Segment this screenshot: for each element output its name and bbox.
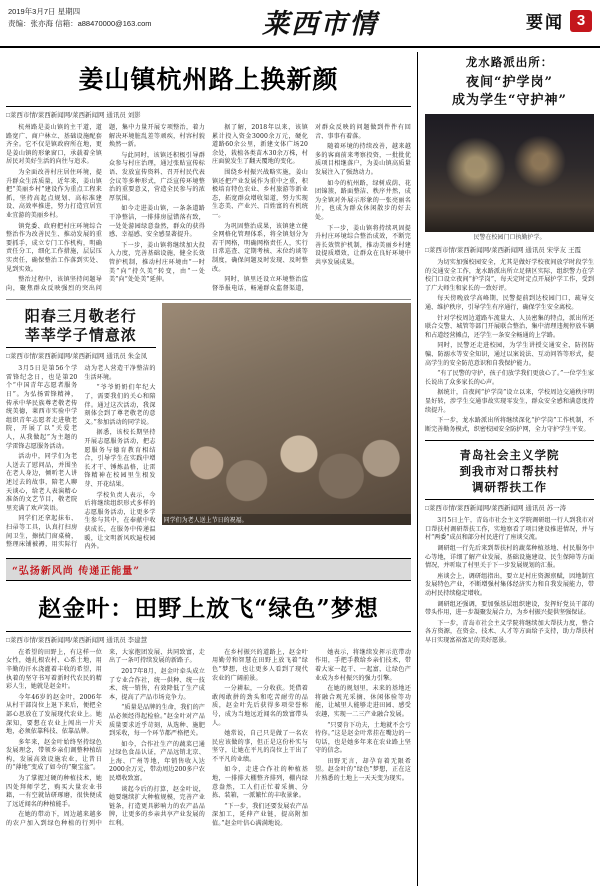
paragraph: 3月5日上午，青岛市社会主义学院调研组一行人到我市对口帮扶村调研帮扶工作，实地察看了项目建设推进情况，并与村“两委”成员和部分村民进行了座谈交流。 — [425, 517, 594, 542]
paragraph: 3月5日是第56个学雷锋纪念日，也是第20个“中国青年志愿者服务日”。为弘扬雷锋精神，传承中华民族尊老敬老传统美德，莱西市实验中学组织青年志愿者走进敬老院，开展了以“关爱老人，从我做起”为主题的学雷锋志愿服务活动。 — [6, 365, 78, 450]
paragraph: 如今，走进合作社的种植基地，一排排大棚整齐排列，棚内绿意盎然，工人们正忙着采摘、分拣、装箱，一派繁忙的丰收景象。 — [212, 766, 308, 800]
paragraph: 谈起今后的打算，赵金叶说，她要继续扩大种植规模，完善产业链条，打造更具影响力的农产品品牌，让更多的乡亲共享产业发展的红利。 — [109, 785, 205, 828]
page-number: 3 — [570, 10, 592, 32]
section-label: 要闻 — [526, 13, 564, 33]
side-top-headline-line2: 夜间“护学岗” — [466, 75, 553, 90]
side-story-top — [425, 54, 594, 434]
paragraph: “有了民警的守护，孩子们放学我们更放心了。”一位学生家长说出了众多家长的心声。 — [425, 370, 594, 386]
paragraph: 与此同时，该镇还积极引导群众参与村庄治理，通过张贴宣传标语、发放宣传资料、召开村民代表会议等多种形式，广泛宣传环境整治的重要意义，营造全民参与的浓厚氛围。 — [109, 151, 205, 202]
main-column — [6, 52, 418, 886]
side-bottom-byline: □莱西市情/莱西新闻网/莱西新闻网 通讯员 苏一涛 — [425, 505, 567, 513]
paragraph: 调研组一行先后来到帮扶村的蔬菜种植基地、村民服务中心等地，详细了解产业发展、基础设施建设、民生保障等方面情况，并听取了村里关于下一步发展规划的汇报。 — [425, 545, 594, 570]
story-two-headline-line2: 莘莘学子情意浓 — [24, 326, 137, 345]
lead-headline: 姜山镇杭州路上换新颜 — [78, 65, 339, 94]
side-top-body — [425, 259, 594, 434]
paragraph: 随着环境的持续改善，越来越多的客商前来考察投资，一批批优质项目相继落户，为姜山镇高质量发展注入了强劲动力。 — [315, 143, 411, 176]
side-bottom-headline-line3: 调研帮扶工作 — [472, 480, 547, 495]
paragraph: 在乡村振兴的道路上，赵金叶用勤劳和智慧在田野上放飞着“绿色”梦想，也让更多人看到了现代农业的广阔前景。 — [212, 648, 308, 682]
side-top-headline — [425, 74, 594, 110]
paragraph: 下一步，姜山镇将继续加大投入力度，完善基础设施，健全长效管护机制，推动村庄环境由“一时美”向“持久美”转变，由“一处美”向“处处美”延伸。 — [109, 241, 205, 284]
paragraph: 围绕乡村振兴战略实施，姜山镇还把产业发展作为重中之重，积极培育特色农业、乡村旅游等新业态，拓宽群众增收渠道，努力实现生态美、产业兴、百姓富的有机统一。 — [212, 168, 308, 219]
paper-name: 莱西市情 — [262, 9, 378, 40]
paragraph: 镇党委、政府把村庄环境综合整治作为改善民生、推动发展的重要抓手，成立专门工作机构，明确责任分工，细化工作措施，层层压实责任，确保整治工作落到实处、见到实效。 — [6, 222, 102, 273]
paragraph: 学校负责人表示，今后将继续组织形式多样的志愿服务活动，让更多学生参与其中，在奉献中收获成长，在服务中传递温暖，让文明新风吹遍校园内外。 — [84, 491, 156, 551]
paragraph: 在她的带动下，周边越来越多的农户加入到绿色种植的行列中来，大家抱团发展、共同致富，走出了一条可持续发展的新路子。 — [6, 648, 205, 828]
paragraph: 多年来，赵金叶始终坚持绿色发展理念，带领乡亲们调整种植结构，发展高效设施农业，让昔日的“薄地”变成了如今的“聚宝盆”。 — [6, 738, 102, 772]
story-three-body — [6, 649, 411, 829]
paragraph: 一分耕耘，一分收获。凭借着敢闯敢拼的劲头和吃苦耐劳的品质，赵金叶先后获得多项荣誉称号，成为当地远近闻名的致富带头人。 — [212, 685, 308, 727]
side-bottom-headline — [425, 447, 594, 495]
masthead-info — [0, 0, 198, 30]
paragraph: 在希望的田野上，有这样一位女性，她扎根农村、心系土地，用辛勤的汗水浇灌着丰收的希望，用执着的坚守书写着新时代农民的精彩人生，她就是赵金叶。 — [6, 648, 102, 691]
paragraph: 她常说，自己只是做了一名农民应该做的事，但正是这份朴实与坚守，让她在平凡的岗位上干出了不平凡的业绩。 — [212, 730, 308, 763]
paragraph: 下一步，姜山镇将持续巩固提升村庄环境综合整治成效，不断完善长效管护机制，推动美丽乡村建设提质增效，让群众在良好环境中共享发展成果。 — [315, 224, 411, 266]
side-story-bottom — [425, 447, 594, 645]
masthead-title-area — [198, 0, 442, 41]
paragraph: 下一步，青岛市社会主义学院将继续加大帮扶力度，整合各方资源，在资金、技术、人才等方面给予支持，助力帮扶村早日实现富裕富足的美好愿景。 — [425, 619, 594, 644]
side-bottom-headline-line1: 青岛社会主义学院 — [459, 448, 560, 463]
paragraph: 据了解，2018年以来，该镇累计投入资金3000余万元，硬化道路60余公里，新建文体广场20余处，栽植各类苗木30余万株，村庄面貌发生了翻天覆地的变化。 — [212, 124, 308, 166]
paragraph: 调研组还强调，要加强基层组织建设，发挥好党员干部的带头作用，进一步凝聚发展合力，为乡村振兴提供坚强保证。 — [425, 600, 594, 617]
paragraph: 如今的杭州路，绿树成荫、花团锦簇，路面整洁、秩序井然，成为全镇对外展示形象的一张亮丽名片，也成为群众休闲散步的好去处。 — [315, 179, 411, 221]
story-two-headline-line1: 阳春三月敬老行 — [24, 307, 137, 326]
side-top-headline-line3: 成为学生“守护神” — [452, 93, 567, 108]
story-two-photo — [162, 303, 411, 525]
paragraph: 为了掌握过硬的种植技术，她四处拜师学艺，购买大量农业书籍，一有空就钻研琢磨，很快便成了远近闻名的种植能手。 — [6, 775, 102, 808]
campaign-banner: “弘扬新风尚 传递正能量” — [6, 558, 411, 581]
paragraph: 2017年8月，赵金叶牵头成立了专业合作社，统一供种、统一技术、统一销售，有效降低了生产成本，提高了产品市场竞争力。 — [109, 667, 205, 701]
story-two — [6, 303, 411, 551]
lead-body — [6, 124, 411, 293]
paragraph: “下一步，我们还要发展农产品深加工，延伸产业链，提高附加值。”赵金叶信心满满地说。 — [212, 802, 308, 828]
side-bottom-headline-line2: 到我市对口帮扶村 — [459, 464, 560, 479]
story-three — [6, 585, 411, 829]
paragraph: 同时，镇里还设立环境整治监督举报电话，畅通群众监督渠道，对群众反映的问题做到件件有回音、事事有着落。 — [212, 124, 411, 292]
paragraph: 为巩固整治成果，该镇建立健全网格化管理体系，将全镇划分为若干网格，明确网格责任人，实行日常巡查、定期考核、末位约谈等制度，确保问题及时发现、及时整改。 — [212, 222, 308, 273]
paragraph: 如今走进姜山镇，一条条道路干净整洁，一排排房屋错落有致，一处处游园绿意盎然，群众的获得感、幸福感、安全感显著提升。 — [109, 205, 205, 239]
side-top-photo-caption: 民警在校园门口执勤护学。 — [473, 235, 546, 241]
story-two-byline: □莱西市情/莱西新闻网/莱西新闻网 通讯员 朱金凤 — [6, 353, 148, 361]
page-body — [0, 48, 600, 886]
side-top-headline-line1: 龙水路派出所： — [465, 55, 554, 69]
paragraph: 座谈会上，调研组指出，要立足村庄资源禀赋，因地制宜发展特色产业，不断增强村集体经济实力和自我发展能力，带动村民持续稳定增收。 — [425, 572, 594, 598]
paragraph: 据统计，自夜间“护学岗”设立以来，学校周边交通秩序明显好转，涉学生交通事故实现零发生，群众安全感和满意度持续提升。 — [425, 389, 594, 414]
paragraph: 同学们还拿起抹布、扫帚等工具，认真打扫房间卫生，擦拭门窗桌椅，整理床铺被褥，用实际行动为老人营造干净整洁的生活环境。 — [6, 365, 156, 549]
side-top-photo — [425, 114, 594, 232]
side-column — [418, 52, 594, 886]
paragraph: 为全面改善村庄居住环境，提升群众生活质量，近年来，姜山镇把“美丽乡村”建设作为重点工程来抓，坚持高起点规划、高标准建设、高效率推进，努力打造宜居宜业宜游的美丽乡村。 — [6, 168, 102, 219]
paragraph: “爷爷奶奶们年纪大了，需要我们的关心和陪伴。通过这次活动，我深刻体会到了尊老敬老的意义。”参加活动的同学说。 — [84, 384, 156, 426]
paragraph: 每天傍晚放学高峰期，民警提前到达校园门口，疏导交通、维护秩序，引导学生有序通行，确保学生安全离校。 — [425, 295, 594, 311]
side-top-byline: □莱西市情/莱西新闻网/莱西新闻网 通讯员 宋学友 王霞 — [425, 247, 581, 254]
paragraph: 据悉，该校长期坚持开展志愿服务活动，把志愿服务与德育教育相结合，引导学生在实践中增长才干、锤炼品格，让雷锋精神在校园里生根发芽、开花结果。 — [84, 429, 156, 488]
paragraph: 为切实加强校园安全，尤其是做好学校夜间放学时段学生的交通安全工作，龙水路派出所立足辖区实际，组织警力在学校门口设立夜间“护学岗”，每天定时定点开展护学工作，受到了广大师生和家长的一致好评。 — [425, 259, 594, 292]
photo-caption: 同学们为老人送上节日的祝福。 — [162, 514, 411, 525]
paragraph: 针对学校周边道路车流量大、人员密集的特点，派出所还联合交警、城管等部门开展联合整治，集中清理违规停放车辆和占道经营摊点，还学生一条安全畅通的上学路。 — [425, 314, 594, 339]
paragraph: 杭州路是姜山镇的主干道，道路宽广、商户林立、基础设施配套齐全。它不仅是镇政府所在地，更是姜山镇的形象窗口，承载着全镇居民对美好生活的向往与追求。 — [6, 124, 102, 166]
masthead-section — [442, 0, 600, 33]
paragraph: 如今，合作社生产的蔬菜已通过绿色食品认证，产品远销北京、上海、广州等地，年销售收入达2000余万元，带动周边200多户农民增收致富。 — [109, 740, 205, 783]
paragraph: 在她的规划里，未来的基地还将融合观光采摘、休闲体验等功能，让城里人能够走进田园、感受农趣，实现一二三产业融合发展。 — [315, 685, 411, 718]
lead-story — [6, 52, 411, 293]
paragraph: “质量是品牌的生命，我们的产品必须经得起检验。”赵金叶对产品质量要求近乎苛刻，从选种、施肥到采收，每一个环节都严格把关。 — [109, 704, 205, 738]
story-three-byline: □莱西市情/莱西新闻网/莱西新闻网 通讯员 李建慧 — [6, 636, 148, 644]
paragraph: “只要肯下功夫，土地就不会亏待你。”这是赵金叶常挂在嘴边的一句话，也是她多年来在农业路上坚守的信念。 — [315, 721, 411, 755]
paragraph: 田野无言，却孕育着无限希望。赵金叶的“绿色”梦想，正在这片熟悉的土地上一天天变为现实。 — [315, 757, 411, 783]
paragraph: 她表示，将继续发挥示范带动作用，手把手教给乡亲们技术，带着大家一起干、一起富，让绿色产业成为乡村振兴的强力引擎。 — [315, 648, 411, 682]
paragraph: 同时，民警还走进校园，为学生讲授交通安全、防拐防骗、防溺水等安全知识，通过以案说法、互动问答等形式，提高学生的安全防范意识和自我保护能力。 — [425, 342, 594, 367]
lead-byline: □莱西市情/莱西新闻网/莱西新闻网 通讯员 刘影 — [6, 112, 141, 119]
masthead-contact: 责编：张亦海 信箱：a88470000@163.com — [8, 19, 152, 28]
story-two-body — [6, 365, 156, 551]
side-bottom-body — [425, 517, 594, 645]
story-three-headline: 赵金叶：田野上放飞“绿色”梦想 — [38, 594, 379, 622]
paragraph: 下一步，龙水路派出所将继续深化“护学岗”工作机制，不断完善勤务模式，织密校园安全防护网，全力守护学生平安。 — [425, 417, 594, 433]
story-two-headline — [6, 307, 156, 345]
paragraph: 整治过程中，该镇坚持问题导向，聚焦群众反映强烈的突出问题，集中力量开展专项整治，着力解决环境脏乱差等顽疾，村容村貌焕然一新。 — [6, 124, 205, 292]
paragraph: 活动中，同学们为老人送去了慰问品，并围坐在老人身边，倾听老人讲述过去的故事，陪老人聊天谈心，给老人表演精心准备的文艺节目，敬老院里充满了欢声笑语。 — [6, 453, 78, 512]
paragraph: 今年46岁的赵金叶，2006年从村干部岗位上退下来后，便把全部心思放在了发展现代农业上。她深知，要想在农业上闯出一片天地，必须依靠科技、依靠品牌。 — [6, 693, 102, 736]
masthead-date: 2019年3月7日 星期四 — [8, 7, 81, 16]
masthead — [0, 0, 600, 48]
